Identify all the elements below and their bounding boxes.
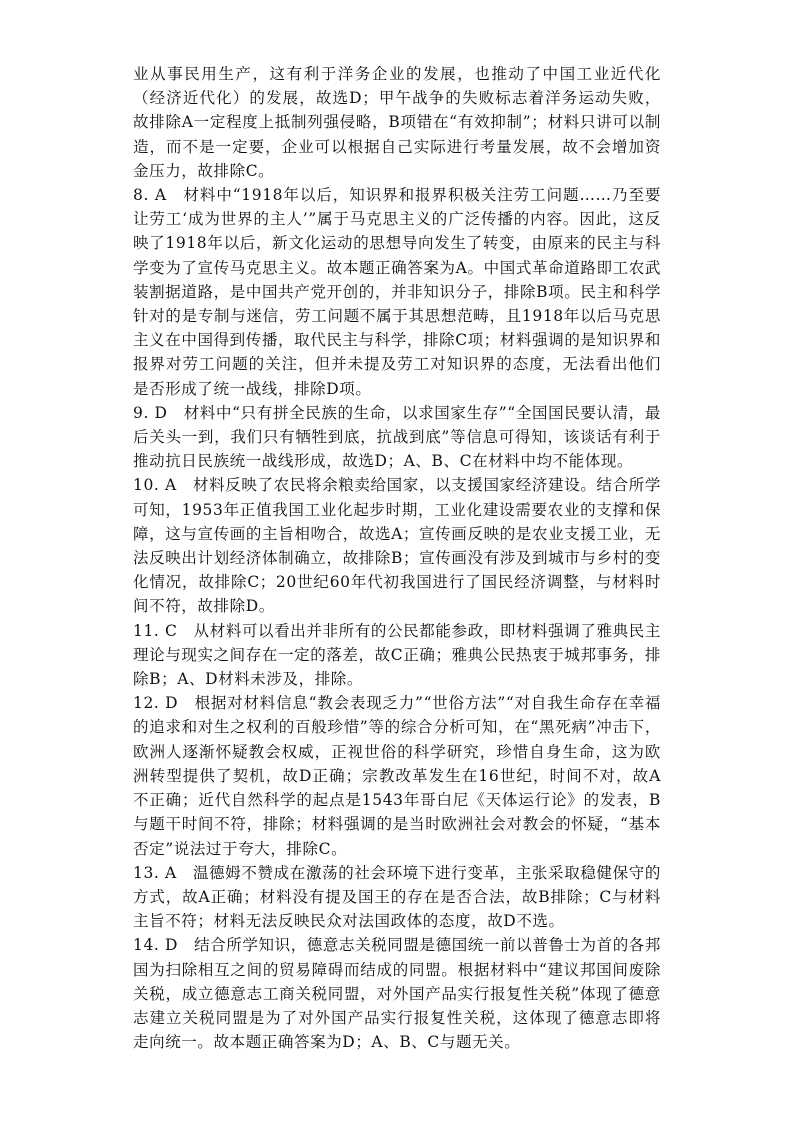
answer-12: 12. D 根据对材料信息“教会表现乏力”“世俗方法”“对自我生命存在幸福的追求和对生之权利的百般珍惜”等的综合分析可知，在“黑死病”冲击下，欧洲人逐渐怀疑教会权威，正视世俗的科学研究，珍惜自身生命，这为欧洲转型提供了契机，故D正确；宗教改革发生在16世纪，时间不对，故A不正确；近代自然科学的起点是1543年哥白尼《天体运行论》的发表，B与题干时间不符，排除；材料强调的是当时欧洲社会对教会的怀疑，“基本否定”说法过于夸大，排除C。 — [133, 694, 661, 858]
answer-9: 9. D 材料中“只有拼全民族的生命，以求国家生存”“全国国民要认清，最后关头一到，我们只有牺牲到底，抗战到底”等信息可得知，该谈话有利于推动抗日民族统一战线形成，故选D；A、B、C在材料中均不能体现。 — [133, 403, 661, 471]
paragraph-continuation: 业从事民用生产，这有利于洋务企业的发展，也推动了中国工业近代化（经济近代化）的发展，故选D；甲午战争的失败标志着洋务运动失败，故排除A一定程度上抵制列强侵略，B项错在“有效抑制”；材料只讲可以制造，而不是一定要，企业可以根据自己实际进行考量发展，故不会增加资金压力，故排除C。 — [133, 65, 661, 180]
answer-10: 10. A 材料反映了农民将余粮卖给国家，以支援国家经济建设。结合所学可知，1953年正值我国工业化起步时期，工业化建设需要农业的支撑和保障，这与宣传画的主旨相吻合，故选A；宣传画反映的是农业支援工业，无法反映出计划经济体制确立，故排除B；宣传画没有涉及到城市与乡村的变化情况，故排除C；20世纪60年代初我国进行了国民经济调整，与材料时间不符，故排除D。 — [133, 476, 661, 616]
answer-explanations — [133, 62, 661, 1054]
answer-13: 13. A 温德姆不赞成在激荡的社会环境下进行变革，主张采取稳健保守的方式，故A正确；材料没有提及国王的存在是否合法，故B排除；C与材料主旨不符；材料无法反映民众对法国政体的态度，故D不选。 — [133, 863, 661, 931]
answer-8: 8. A 材料中“1918年以后，知识界和报界积极关注劳工问题……乃至要让劳工‘成为世界的主人’”属于马克思主义的广泛传播的内容。因此，这反映了1918年以后，新文化运动的思想导向发生了转变，由原来的民主与科学变为了宣传马克思主义。故本题正确答案为A。中国式革命道路即工农武装割据道路，是中国共产党开创的，并非知识分子，排除B项。民主和科学针对的是专制与迷信，劳工问题不属于其思想范畴，且1918年以后马克思主义在中国得到传播，取代民主与科学，排除C项；材料强调的是知识界和报界对劳工问题的关注，但并未提及劳工对知识界的态度，无法看出他们是否形成了统一战线，排除D项。 — [133, 186, 661, 398]
answer-11: 11. C 从材料可以看出并非所有的公民都能参政，即材料强调了雅典民主理论与现实之间存在一定的落差，故C正确；雅典公民热衷于城邦事务，排除B；A、D材料未涉及，排除。 — [133, 621, 661, 689]
answer-14: 14. D 结合所学知识，德意志关税同盟是德国统一前以普鲁士为首的各邦国为扫除相互之间的贸易障碍而结成的同盟。根据材料中“建议邦国间废除关税，成立德意志工商关税同盟，对外国产品实行报复性关税”体现了德意志建立关税同盟是为了对外国产品实行报复性关税，这体现了德意志即将走向统一。故本题正确答案为D；A、B、C与题无关。 — [133, 936, 662, 1052]
